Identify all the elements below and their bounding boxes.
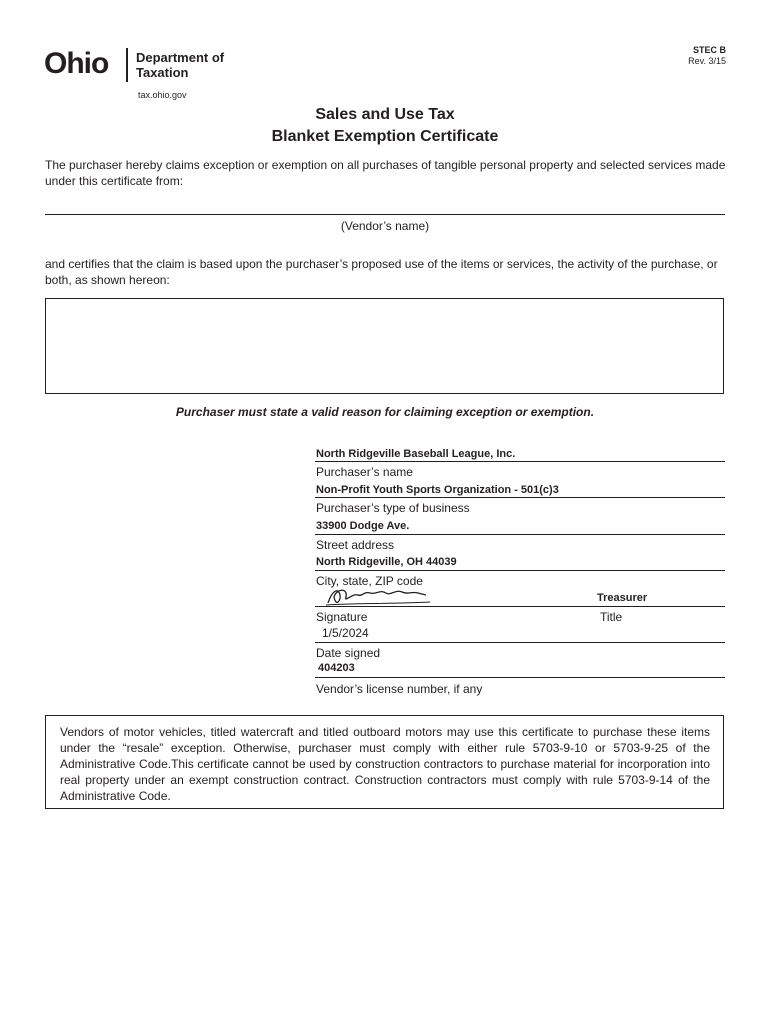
notice-text: Vendors of motor vehicles, titled watercraft and titled outboard motors may use this certificate to purchase these items under the “resale” exception. Otherwise, purchaser must comply with either rule 5703-9-10 or 5703-9-25 of the Administrative Code.This certificate cannot be used by construction contractors to purchase material for incorporation into real property under an exempt construction contract. Construction contractors must comply with rule 5703-9-14 of the Administrative Code. <box>60 725 710 803</box>
website-text: tax.ohio.gov <box>138 90 187 100</box>
city-state-zip-line <box>315 570 725 571</box>
city-state-zip-value[interactable]: North Ridgeville, OH 44039 <box>316 556 457 568</box>
title-value[interactable]: Treasurer <box>597 592 648 604</box>
vendor-license-line <box>315 677 725 678</box>
ohio-taxation-logo <box>44 46 244 86</box>
logo-ohio-word: Ohio <box>44 47 109 80</box>
business-type-label: Purchaser’s type of business <box>316 501 470 515</box>
date-signed-line <box>315 642 725 643</box>
date-signed-value[interactable]: 1/5/2024 <box>322 626 369 640</box>
date-signed-label: Date signed <box>316 646 381 660</box>
street-address-label: Street address <box>316 538 395 552</box>
vendor-name-caption: (Vendor’s name) <box>340 219 430 233</box>
vendor-license-label: Vendor’s license number, if any <box>316 682 483 696</box>
logo-divider <box>126 48 128 82</box>
vendor-name-line <box>45 214 725 215</box>
logo-department-line1: Department of <box>136 50 225 65</box>
notice-box <box>45 715 724 809</box>
title-line2: Blanket Exemption Certificate <box>271 128 499 145</box>
intro-paragraph: The purchaser hereby claims exception or exemption on all purchases of tangible personal property and selected services made under this certificate from: <box>45 158 726 188</box>
vendor-license-value[interactable]: 404203 <box>318 662 355 674</box>
reason-requirement-note: Purchaser must state a valid reason for claiming exception or exemption. <box>175 405 595 419</box>
street-address-value[interactable]: 33900 Dodge Ave. <box>316 520 410 532</box>
certify-paragraph: and certifies that the claim is based upon the purchaser’s proposed use of the items or services, the activity of the purchase, or both, as shown hereon: <box>45 257 718 287</box>
vendor-name-field[interactable] <box>45 196 725 214</box>
purchaser-name-label: Purchaser’s name <box>316 465 413 479</box>
logo-department <box>136 50 224 80</box>
purchaser-name-line <box>315 461 725 462</box>
business-type-value[interactable]: Non-Profit Youth Sports Organization - 501(c)3 <box>316 484 559 496</box>
street-address-line <box>315 534 725 535</box>
form-revision: Rev. 3/15 <box>688 56 726 66</box>
business-type-line <box>315 497 725 498</box>
city-state-zip-label: City, state, ZIP code <box>316 574 423 588</box>
form-identifier <box>676 45 726 67</box>
title-line1: Sales and Use Tax <box>315 106 455 123</box>
exemption-reason-box[interactable] <box>45 298 724 394</box>
title-label: Title <box>600 610 623 624</box>
signature-title-line <box>315 606 725 607</box>
form-title <box>0 104 770 148</box>
logo-department-line2: Taxation <box>136 65 189 80</box>
purchaser-name-value[interactable]: North Ridgeville Baseball League, Inc. <box>316 448 516 460</box>
form-code: STEC B <box>692 45 726 55</box>
signature-label: Signature <box>316 610 368 624</box>
